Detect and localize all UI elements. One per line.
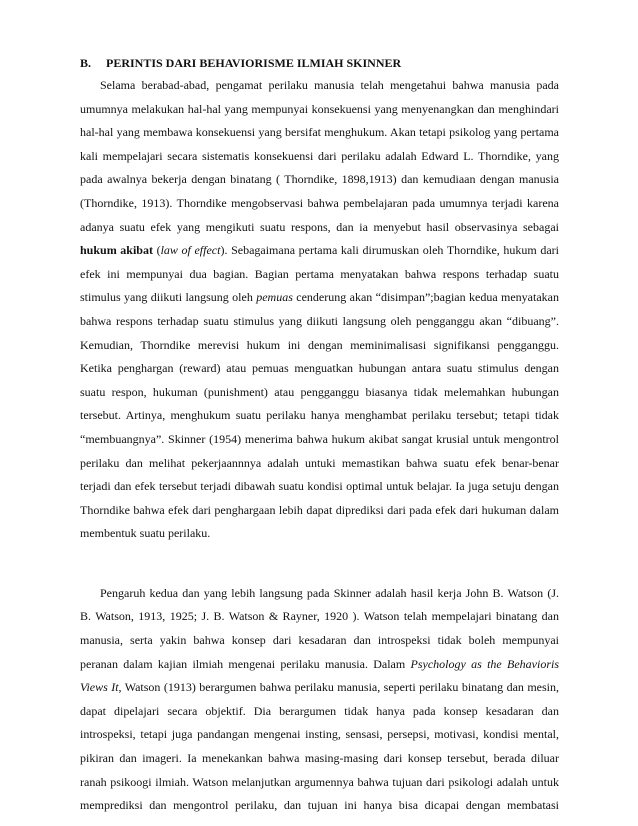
paragraph-gap xyxy=(80,546,559,582)
text-span: stimulus yang diikuti langsung oleh xyxy=(80,290,257,305)
term-italic: pemuas xyxy=(256,290,293,305)
text-line: umumnya melakukan hal-hal yang mempunyai konsekuensi yang menyenangkan dan menghindari xyxy=(80,101,559,116)
text-span: peranan dalam kajian ilmiah mengenai perilaku manusia. Dalam xyxy=(80,656,411,671)
section-heading xyxy=(80,52,559,74)
text-line: adanya suatu efek yang mengikuti suatu respons, dan ia menyebut hasil observasinya sebagai xyxy=(80,219,559,234)
text-line xyxy=(80,286,559,310)
section-title: PERINTIS DARI BEHAVIORISME ILMIAH SKINNER xyxy=(106,56,402,70)
text-line: (Thorndike, 1913). Thorndike mengobservasi bahwa pembelajaran pada umumnya terjadi karena xyxy=(80,195,559,210)
term-bold: hukum akibat xyxy=(80,243,153,258)
text-span: Watson (1913) berargumen bahwa perilaku manusia, seperti perilaku binatang dan mesin, xyxy=(121,680,559,695)
text-line: perilaku dan melihat pekerjaannnya adalah untuki memastikan bahwa suatu efek benar-benar xyxy=(80,455,559,470)
text-line: Pengaruh kedua dan yang lebih langsung pada Skinner adalah hasil kerja John B. Watson (J. xyxy=(100,585,559,600)
text-line xyxy=(80,239,559,263)
text-line: memprediksi dan mengontrol perilaku, dan tujuan ini hanya bisa dicapai dengan membatasi xyxy=(80,798,559,813)
text-line: “membuangnya”. Skinner (1954) menerima bahwa hukum akibat sangat krusial untuk mengontrol xyxy=(80,431,559,446)
text-line: ranah psikoogi ilmiah. Watson melanjutkan argumennya bahwa tujuan dari psikologi adalah untuk xyxy=(80,774,559,789)
text-line: Selama berabad-abad, pengamat perilaku manusia telah mengetahui bahwa manusia pada xyxy=(100,78,559,92)
text-line: manusia, serta yakin bahwa konsep dari kesadaran dan introspeksi tidak boleh mempunyai xyxy=(80,633,559,648)
text-line: terjadi dan efek tersebut terjadi dibawah suatu kondisi optimal untuk belajar. Ia juga setuju dengan xyxy=(80,479,559,494)
text-line: Ketika penghargan (reward) atau pemuas menguatkan hubungan antara suatu stimulus dengan xyxy=(80,361,559,376)
text-line: bahwa respons terhadap suatu stimulus yang diikuti langsung oleh pengganggu akan “dibuang”. xyxy=(80,313,559,328)
text-line: introspeksi, tetapi juga pandangan mengenai insting, sensasi, persepsi, motivasi, kondisi mental, xyxy=(80,727,559,742)
text-line: kali mempelajari secara sistematis konsekuensi dari perilaku adalah Edward L. Thorndike, yang xyxy=(80,148,559,163)
text-line: B. Watson, 1913, 1925; J. B. Watson & Rayner, 1920 ). Watson telah mempelajari binatang dan xyxy=(80,609,559,624)
text-line: pikiran dan imageri. Ia menekankan bahwa masing-masing dari konsep tersebut, berada diluar xyxy=(80,751,559,766)
text-line: dapat dipelajari secara objektif. Dia berargumen tidak hanya pada konsep kesadaran dan xyxy=(80,703,559,718)
text-line: efek ini mempunyai dua bagian. Bagian pertama menyatakan bahwa respons terhadap suatu xyxy=(80,266,559,281)
text-span: cenderung akan “disimpan”;bagian kedua menyatakan xyxy=(292,290,559,305)
text-line: suatu respon, hukuman (punishment) atau pengganggu biasanya tidak melemahkan hubungan xyxy=(80,384,559,399)
text-line: pada awalnya bekerja dengan binatang ( Thorndike, 1898,1913) dan kemudiaan dengan manusia xyxy=(80,172,559,187)
paragraph-watson xyxy=(80,582,559,818)
text-line: Thorndike bahwa efek dari penghargaan lebih dapat diprediksi dari pada efek dari hukuman dalam xyxy=(80,502,559,517)
book-title-italic: Psychology as the Behavioris xyxy=(410,656,560,671)
text-span: ). Sebagaimana pertama kali dirumuskan oleh Thorndike, hukum dari xyxy=(220,243,560,258)
text-line: tersebut. Artinya, menghukum suatu perilaku hanya menghambat perilaku tersebut; tetapi tidak xyxy=(80,408,559,423)
text-line xyxy=(80,653,559,677)
text-line: hal-hal yang membawa konsekuensi yang bersifat menghukum. Akan tetapi psikolog yang pertama xyxy=(80,125,559,140)
term-italic: law of effect xyxy=(160,243,221,258)
text-line: Kemudian, Thorndike merevisi hukum ini dengan meminimalisasi signifikansi pengganggu. xyxy=(80,337,559,352)
document-page xyxy=(80,52,559,818)
text-line xyxy=(80,676,559,700)
paragraph-thorndike xyxy=(80,74,559,546)
text-line: membentuk suatu perilaku. xyxy=(80,526,211,541)
section-number: B. xyxy=(80,56,92,70)
text-span: ( xyxy=(152,243,161,258)
book-title-italic: Views It, xyxy=(80,680,122,695)
